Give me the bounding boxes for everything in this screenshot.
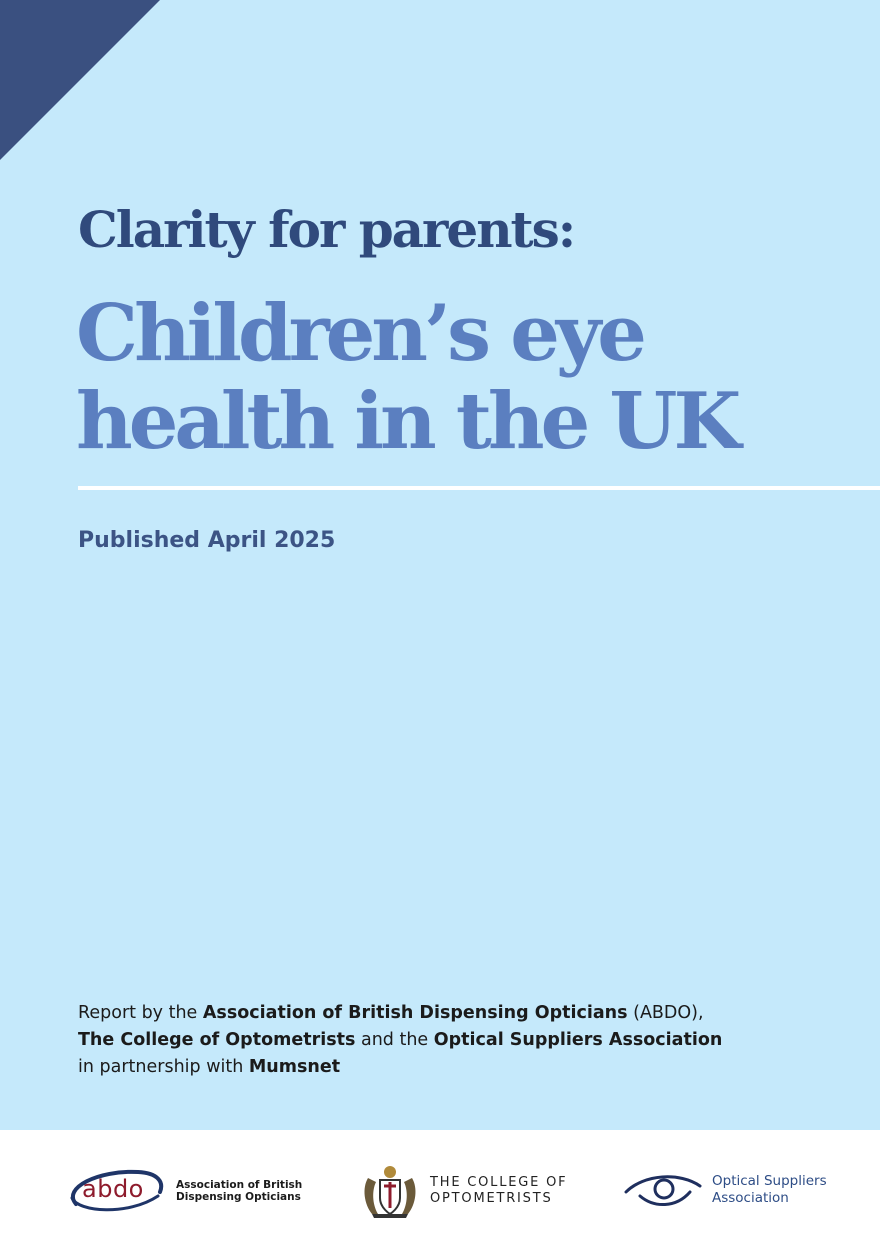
title-divider — [78, 486, 880, 490]
coat-of-arms-icon — [358, 1164, 422, 1218]
abdo-mark — [68, 1168, 164, 1214]
college-logo-text: THE COLLEGE OF OPTOMETRISTS — [430, 1175, 568, 1206]
credits-org-osa: Optical Suppliers Association — [433, 1030, 723, 1050]
report-credits — [78, 1000, 798, 1081]
published-date: Published April 2025 — [78, 528, 336, 553]
osa-logo-text: Optical Suppliers Association — [712, 1173, 827, 1206]
osa-logo — [624, 1170, 852, 1210]
abdo-logo-text: Association of British Dispensing Opticians — [176, 1179, 303, 1203]
abdo-wordmark: abdo — [82, 1175, 144, 1203]
title-line-1: Clarity for parents: — [78, 200, 575, 259]
title-line-2: Children’s eye health in the UK — [76, 288, 738, 467]
corner-triangle — [0, 0, 160, 160]
credits-org-abdo-suffix: (ABDO), — [627, 1003, 704, 1023]
credits-org-college: The College of Optometrists — [78, 1030, 356, 1050]
logo-footer — [0, 1130, 880, 1246]
college-logo — [358, 1164, 580, 1218]
credits-org-abdo: Association of British Dispensing Opticians — [202, 1003, 628, 1023]
credits-prefix: Report by the — [78, 1003, 203, 1023]
credits-middle: and the — [355, 1030, 434, 1050]
credits-partner: Mumsnet — [248, 1057, 341, 1077]
credits-partner-prefix: in partnership with — [78, 1057, 249, 1077]
eye-logo-icon — [624, 1170, 702, 1210]
abdo-logo — [68, 1168, 306, 1214]
